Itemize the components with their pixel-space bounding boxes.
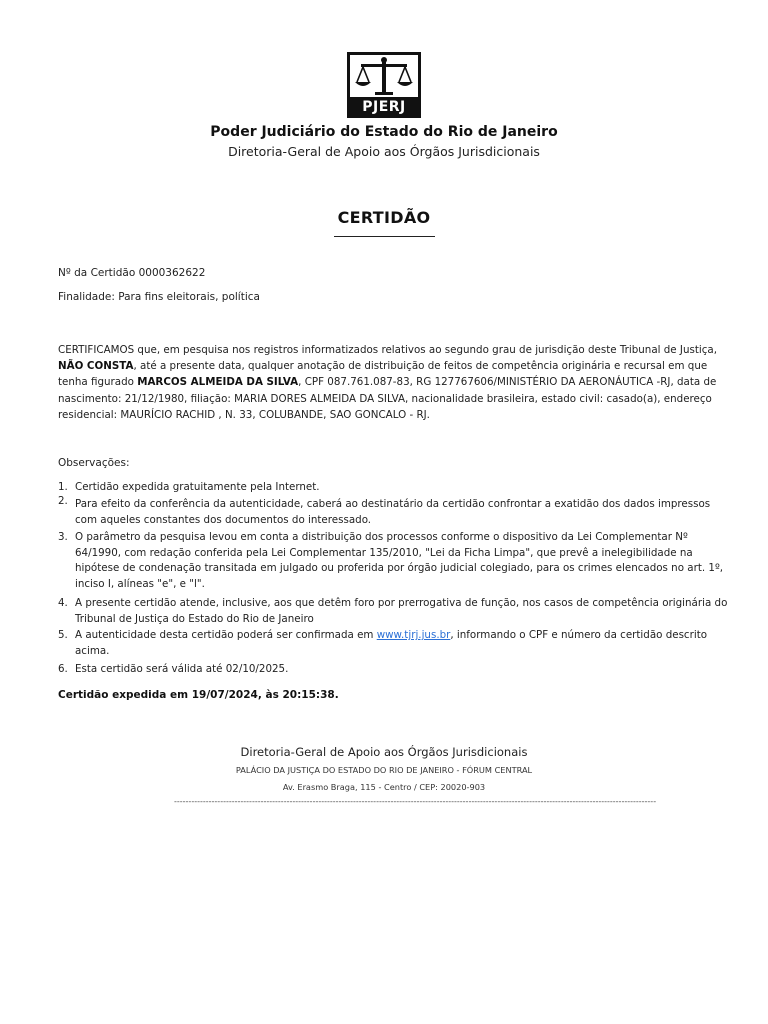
document-title: CERTIDÃO bbox=[337, 208, 431, 227]
observation-item bbox=[58, 662, 730, 678]
court-name: Poder Judiciário do Estado do Rio de Janeiro bbox=[210, 124, 558, 140]
observation-text: Certidão expedida gratuitamente pela Internet. bbox=[75, 481, 320, 493]
scales-of-justice-icon bbox=[347, 52, 421, 118]
svg-text:PJERJ: PJERJ bbox=[362, 99, 406, 115]
observation-item bbox=[58, 480, 730, 496]
person-name: MARCOS ALMEIDA DA SILVA bbox=[137, 376, 299, 389]
observation-item bbox=[58, 530, 730, 592]
department-name: Diretoria-Geral de Apoio aos Órgãos Jurisdicionais bbox=[228, 144, 540, 159]
observation-text: Para efeito da conferência da autenticidade, caberá ao destinatário da certidão confrontar a exatidão dos dados impressos com aqueles constantes dos documentos do interessado. bbox=[75, 498, 711, 526]
paragraph-text-end: , CPF 087.761.087-83, RG 127767606/MINISTÉRIO DA AERONÁUTICA -RJ, data de nascimento: 21/12/1980, filiação: MARIA DORES ALMEIDA DA SILVA, nacionalidade brasileira, estado civil: casado(a), endereço residencial: MAURÍCIO RACHID , N. 33, COLUBANDE, SAO GONCALO - RJ. bbox=[58, 376, 717, 421]
footer-department: Diretoria-Geral de Apoio aos Órgãos Jurisdicionais bbox=[240, 745, 528, 759]
observation-text: Esta certidão será válida até 02/10/2025. bbox=[75, 663, 289, 675]
footer-dashed-separator: ----------------------------------------------------------------------------------------------------------------------------------------------------------------------- bbox=[174, 797, 657, 806]
observation-text: O parâmetro da pesquisa levou em conta a distribuição dos processos conforme o dispositivo da Lei Complementar Nº 64/1990, com redação conferida pela Lei Complementar 135/2010, "Lei da Ficha Limpa", que prevê a inelegibilidade na hipótese de condenação transitada em julgado ou proferida por órgão judicial colegiado, para os crimes elencados no art. 1º, inciso I, alíneas "e", e "l". bbox=[75, 531, 724, 590]
footer-building: PALÁCIO DA JUSTIÇA DO ESTADO DO RIO DE JANEIRO - FÓRUM CENTRAL bbox=[235, 765, 533, 775]
footer-address: Av. Erasmo Braga, 115 - Centro / CEP: 20020-903 bbox=[282, 782, 486, 792]
observation-text-after-link: , informando o CPF e número da certidão descrito acima. bbox=[75, 629, 708, 657]
nao-consta-emphasis: NÃO CONSTA bbox=[58, 360, 134, 373]
observation-item bbox=[58, 628, 730, 659]
title-underline bbox=[334, 236, 435, 237]
pjerj-logo bbox=[347, 52, 421, 118]
observation-number: 2. bbox=[58, 495, 68, 507]
paragraph-text-middle: , até a presente data, qualquer anotação de distribuição de feitos de competência originária e recursal em que tenha figurado bbox=[58, 360, 708, 389]
certificate-number: Nº da Certidão 0000362622 bbox=[58, 267, 206, 279]
certificate-purpose: Finalidade: Para fins eleitorais, política bbox=[58, 291, 260, 303]
observation-number: 5. bbox=[58, 629, 68, 641]
paragraph-text-start: CERTIFICAMOS que, em pesquisa nos registros informatizados relativos ao segundo grau de jurisdição deste Tribunal de Justiça, bbox=[58, 344, 717, 356]
observations-label: Observações: bbox=[58, 457, 130, 469]
observation-text: A presente certidão atende, inclusive, aos que detêm foro por prerrogativa de função, nos casos de competência originária do Tribunal de Justiça do Estado do Rio de Janeiro bbox=[75, 597, 728, 625]
observation-item bbox=[58, 596, 730, 627]
observation-number: 1. bbox=[58, 481, 68, 493]
issued-timestamp: Certidão expedida em 19/07/2024, às 20:15:38. bbox=[58, 689, 339, 701]
observation-number: 3. bbox=[58, 531, 68, 543]
certification-paragraph bbox=[58, 342, 723, 423]
tjrj-website-link[interactable]: www.tjrj.jus.br bbox=[376, 629, 451, 641]
observation-item bbox=[58, 497, 730, 528]
observation-number: 6. bbox=[58, 663, 68, 675]
observation-text bbox=[75, 628, 730, 659]
observation-number: 4. bbox=[58, 597, 68, 609]
observation-text-before-link: A autenticidade desta certidão poderá ser confirmada em bbox=[75, 629, 377, 641]
